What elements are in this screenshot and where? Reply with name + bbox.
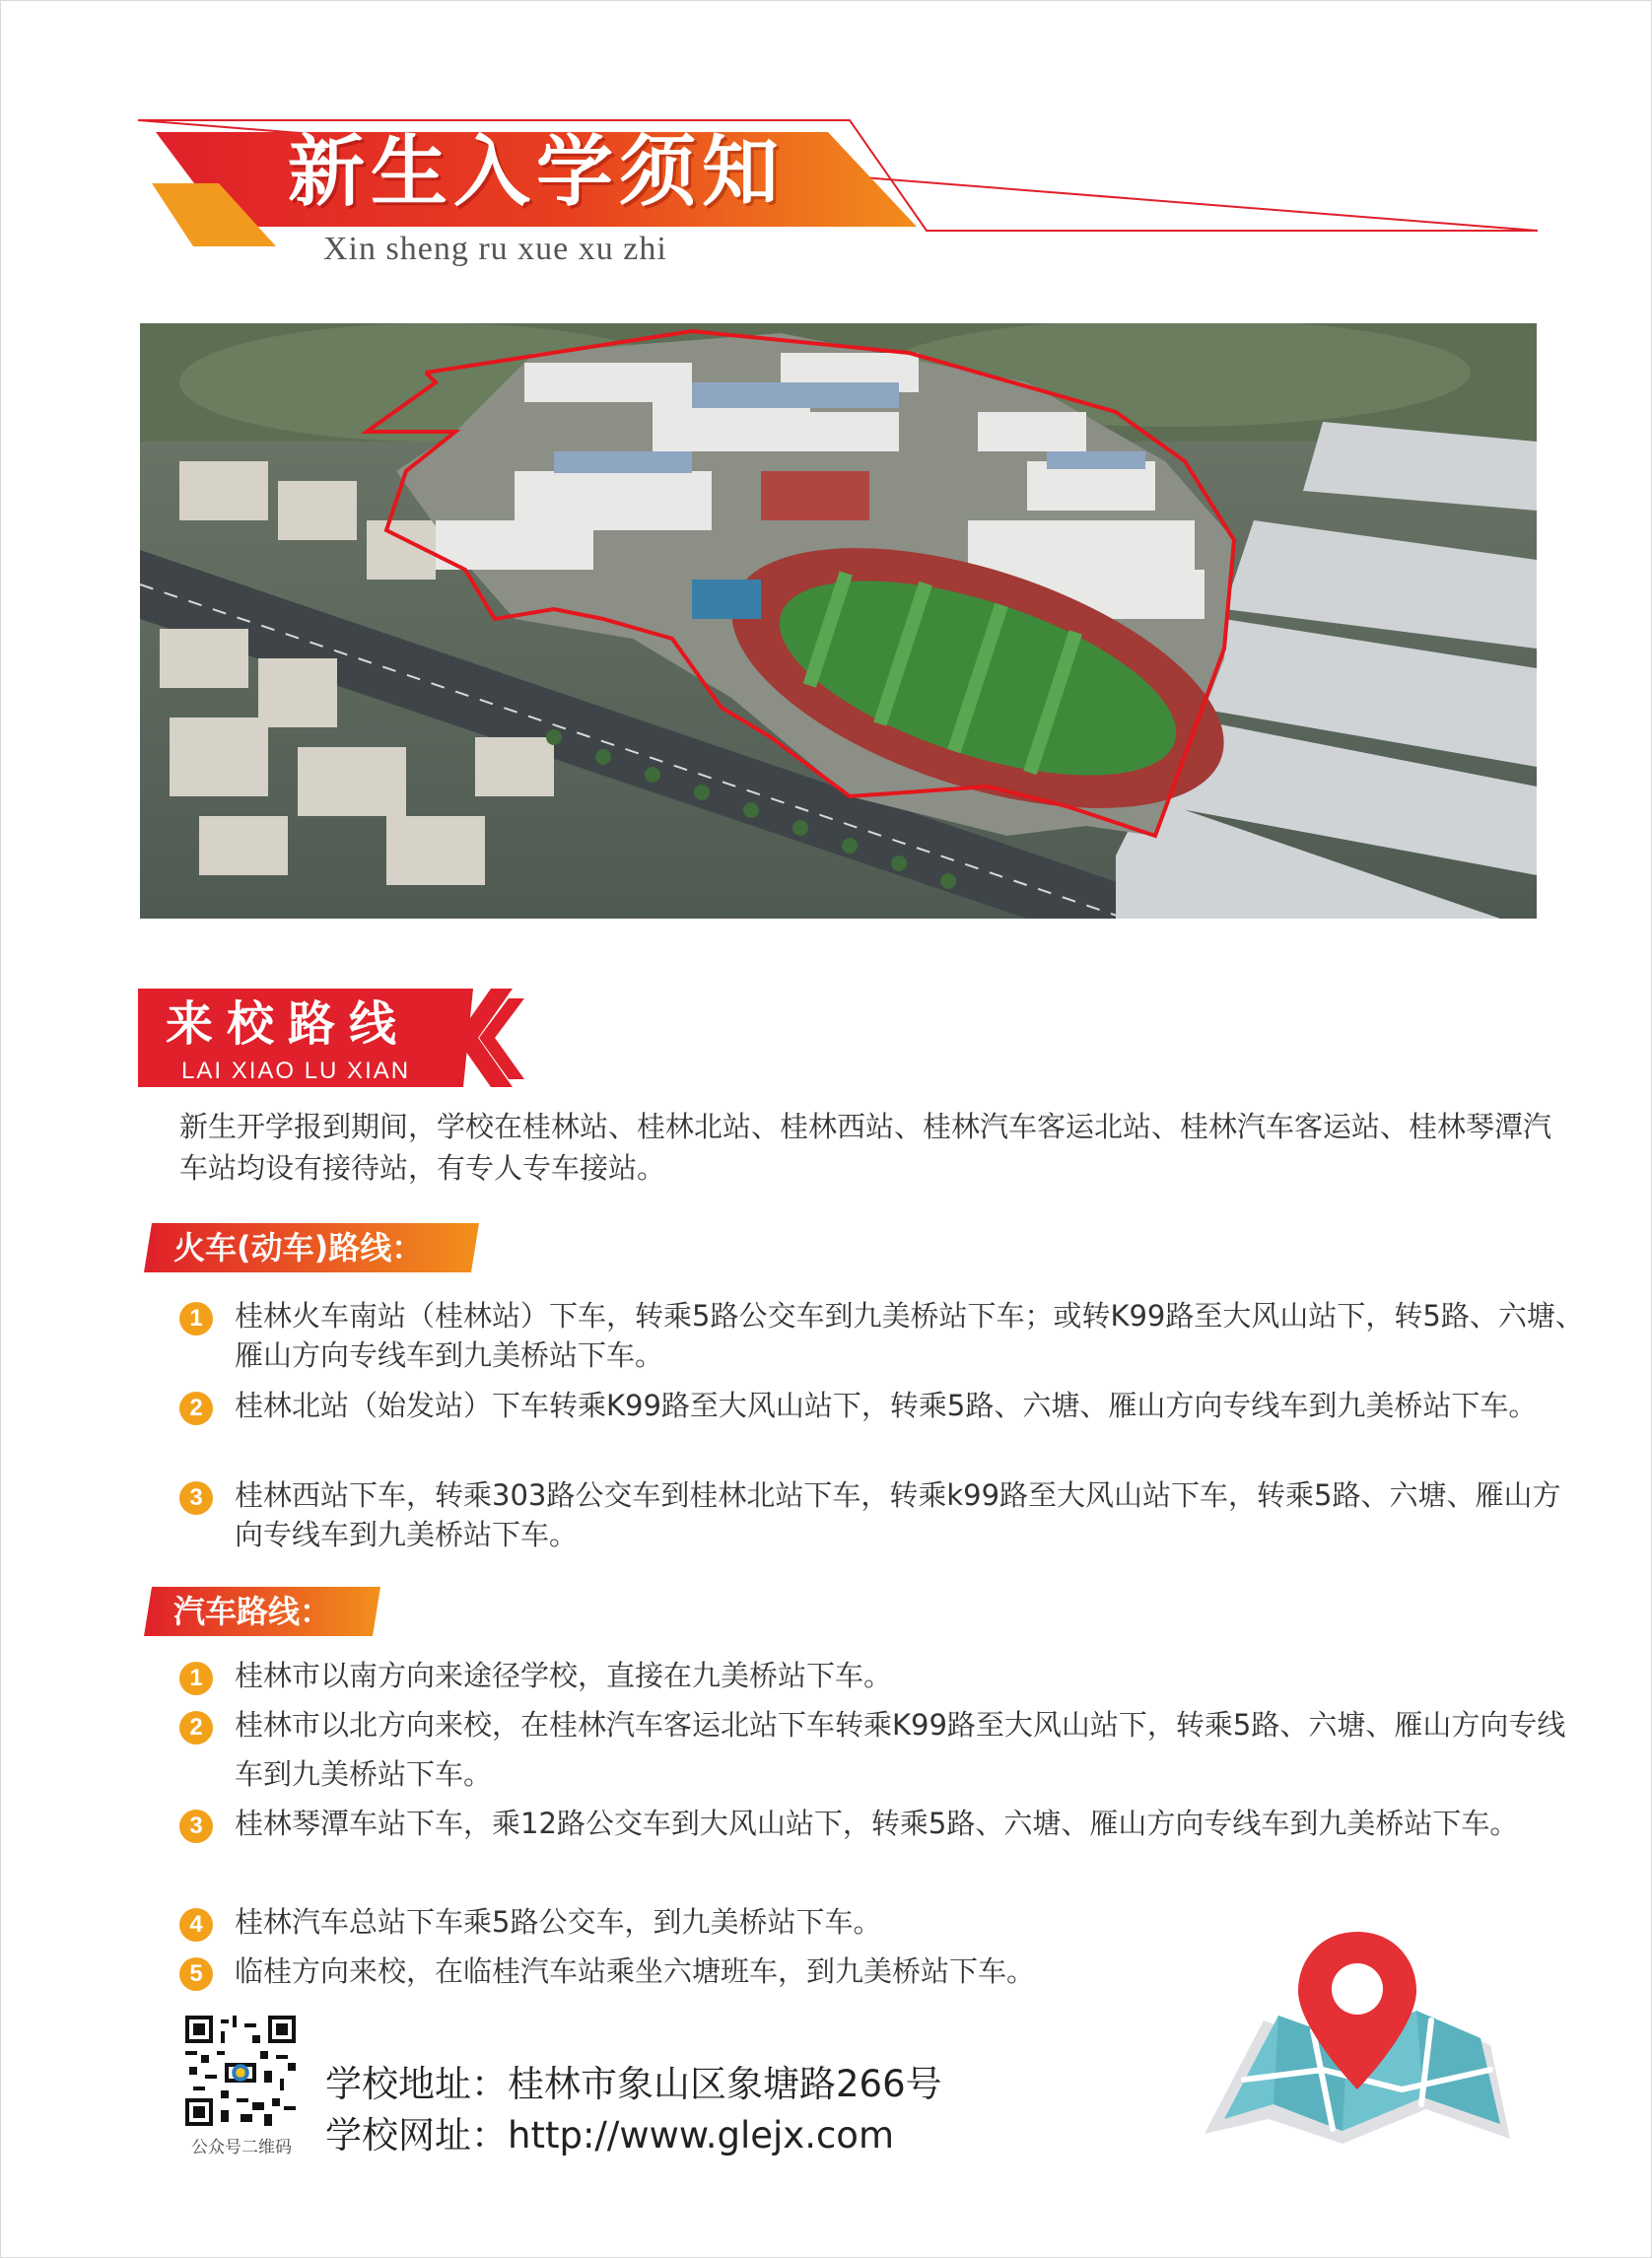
- number-badge-icon: 2: [179, 1392, 213, 1425]
- route-text: 桂林市以南方向来途径学校，直接在九美桥站下车。: [235, 1659, 893, 1692]
- number-badge-icon: 3: [179, 1481, 213, 1515]
- number-badge-icon: 1: [179, 1662, 213, 1695]
- route-text: 桂林西站下车，转乘303路公交车到桂林北站下车，转乘k99路至大风山站下车，转乘5路、六塘、雁山方向专线车到九美桥站下车。: [235, 1478, 1561, 1551]
- header-banner: [138, 116, 1538, 274]
- number-badge-icon: 3: [179, 1810, 213, 1843]
- section-title: 来校路线: [166, 996, 411, 1052]
- page-subtitle: Xin sheng ru xue xu zhi: [323, 231, 667, 267]
- route-text: 桂林汽车总站下车乘5路公交车，到九美桥站下车。: [235, 1905, 882, 1939]
- school-website[interactable]: 学校网址：http://www.glejx.com: [325, 2114, 894, 2156]
- route-text: 桂林北站（始发站）下车转乘K99路至大风山站下，转乘5路、六塘、雁山方向专线车到九美桥站下车。: [235, 1389, 1538, 1422]
- number-badge-icon: 4: [179, 1908, 213, 1942]
- train-heading-tag: [144, 1223, 479, 1272]
- section-tag-route: [138, 989, 532, 1089]
- section-subtitle: LAI XIAO LU XIAN: [181, 1058, 411, 1084]
- number-badge-icon: 5: [179, 1957, 213, 1991]
- bus-heading-tag: [144, 1587, 380, 1636]
- number-badge-icon: 1: [179, 1302, 213, 1335]
- bus-heading: 汽车路线：: [173, 1593, 332, 1630]
- page-title: 新生入学须知: [288, 127, 786, 217]
- school-address: 学校地址：桂林市象山区象塘路266号: [325, 2063, 942, 2105]
- qr-code-icon[interactable]: [185, 2016, 296, 2126]
- map-pin-icon: [1195, 1922, 1520, 2158]
- route-text: 桂林市以北方向来校，在桂林汽车客运北站下车转乘K99路至大风山站下，转乘5路、六塘、雁山方向专线车到九美桥站下车。: [235, 1708, 1566, 1791]
- route-text: 桂林火车南站（桂林站）下车，转乘5路公交车到九美桥站下车；或转K99路至大风山站下，转5路、六塘、雁山方向专线车到九美桥站下车。: [235, 1299, 1584, 1372]
- qr-caption: 公众号二维码: [191, 2138, 292, 2157]
- route-text: 临桂方向来校，在临桂汽车站乘坐六塘班车，到九美桥站下车。: [235, 1954, 1036, 1988]
- train-heading: 火车(动车)路线：: [173, 1229, 424, 1266]
- number-badge-icon: 2: [179, 1711, 213, 1745]
- campus-aerial-image: [140, 323, 1537, 919]
- route-text: 桂林琴潭车站下车，乘12路公交车到大风山站下，转乘5路、六塘、雁山方向专线车到九美桥站下车。: [235, 1807, 1519, 1840]
- intro-paragraph: 新生开学报到期间，学校在桂林站、桂林北站、桂林西站、桂林汽车客运北站、桂林汽车客运站、桂林琴潭汽车站均设有接待站，有专人专车接站。: [179, 1110, 1552, 1185]
